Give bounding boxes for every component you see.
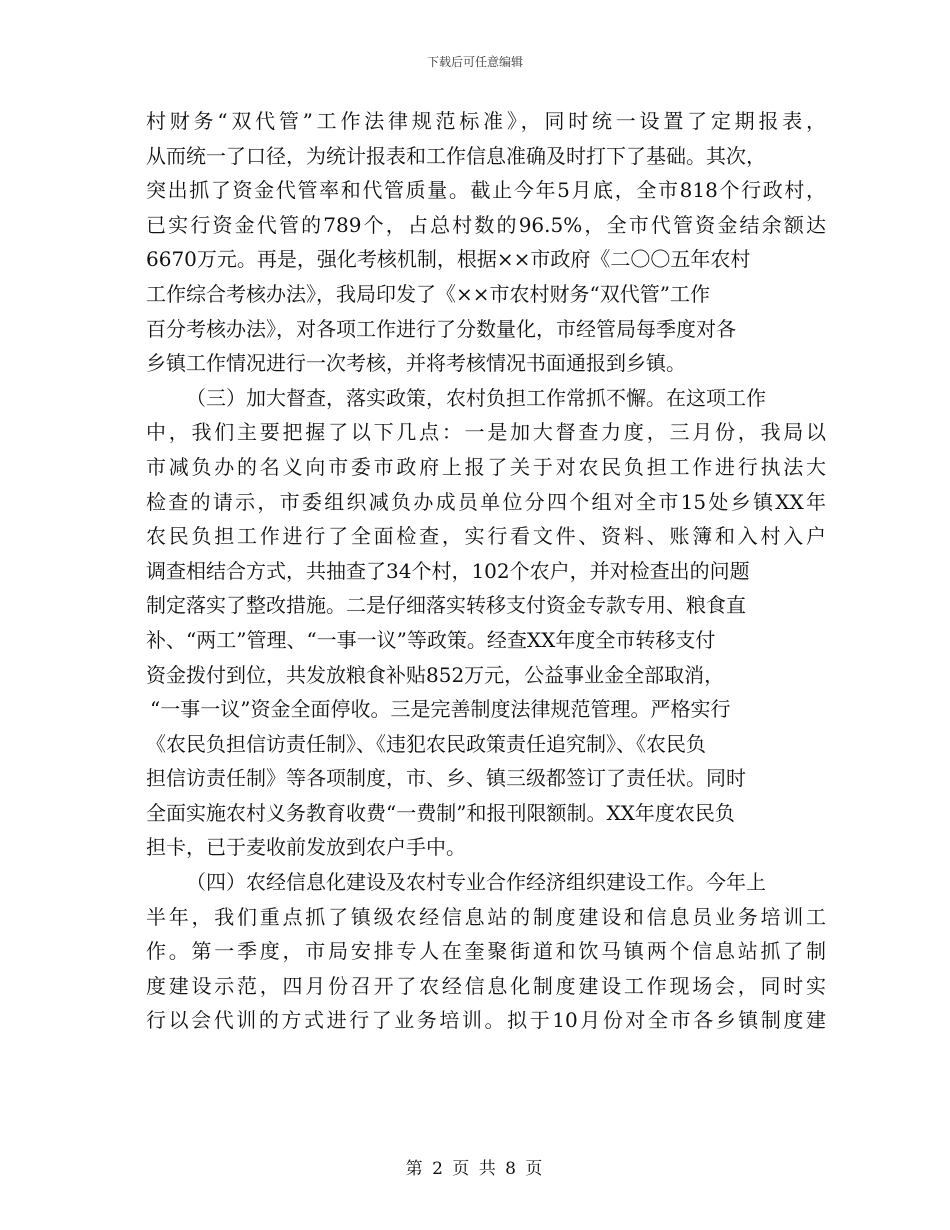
text-line: 度建设示范，四月份召开了农经信息化制度建设工作现场会，同时实 [146, 973, 826, 998]
text-line: 制定落实了整改措施。二是仔细落实转移支付资金专款专用、粮食直 [146, 593, 746, 618]
page-header-note: 下载后可任意编辑 [426, 55, 523, 69]
text-line: 担信访责任制》等各项制度，市、乡、镇三级都签订了责任状。同时 [146, 766, 746, 791]
text-line: 市减负办的名义向市委市政府上报了关于对农民负担工作进行执法大 [146, 454, 826, 479]
page-number-footer: 第 2 页 共 8 页 [405, 1159, 545, 1179]
text-line: 乡镇工作情况进行一次考核，并将考核情况书面通报到乡镇。 [146, 351, 686, 376]
text-line: 检查的请示，市委组织减负办成员单位分四个组对全市15处乡镇XX年 [146, 489, 826, 514]
paragraph-first-line: （三）加大督查，落实政策，农村负担工作常抓不懈。在这项工作 [186, 385, 766, 410]
text-line: 突出抓了资金代管率和代管质量。截止今年5月底，全市818个行政村， [146, 178, 826, 203]
text-line: 行以会代训的方式进行了业务培训。拟于10月份对全市各乡镇制度建 [146, 1008, 826, 1033]
text-line: 已实行资金代管的789个，占总村数的96.5%，全市代管资金结余额达 [146, 212, 826, 237]
text-line: 半年，我们重点抓了镇级农经信息站的制度建设和信息员业务培训工 [146, 904, 826, 929]
text-line: 工作综合考核办法》，我局印发了《××市农村财务“双代管”工作 [146, 281, 710, 306]
text-line: 作。第一季度，市局安排专人在奎聚街道和饮马镇两个信息站抓了制 [146, 939, 826, 964]
text-line: 全面实施农村义务教育收费“一费制”和报刊限额制。XX年度农民负 [146, 800, 735, 825]
text-line: 《农民负担信访责任制》、《违犯农民政策责任追究制》、《农民负 [146, 731, 706, 756]
text-line: 从而统一了口径，为统计报表和工作信息准确及时打下了基础。其次， [146, 143, 766, 168]
text-line: 6670万元。再是，强化考核机制，根据××市政府《二〇〇五年农村 [146, 247, 751, 272]
text-line: 百分考核办法》，对各项工作进行了分数量化，市经管局每季度对各 [146, 316, 736, 341]
paragraph-first-line: （四）农经信息化建设及农村专业合作经济组织建设工作。今年上 [186, 870, 766, 895]
text-line: 补、“两工”管理、“一事一议”等政策。经查XX年度全市转移支付 [146, 627, 716, 652]
text-line: 资金拨付到位，共发放粮食补贴852万元，公益事业金全部取消， [146, 662, 725, 687]
document-body [146, 104, 826, 1038]
text-line: 村财务“双代管”工作法律规范标准》，同时统一设置了定期报表， [146, 109, 826, 133]
text-line: 农民负担工作进行了全面检查，实行看文件、资料、账簿和入村入户 [146, 524, 826, 549]
text-line: “一事一议”资金全面停收。三是完善制度法律规范管理。严格实行 [150, 697, 731, 722]
text-line: 调查相结合方式，共抽查了34个村，102个农户，并对检查出的问题 [146, 558, 750, 583]
text-line: 担卡，已于麦收前发放到农户手中。 [146, 835, 466, 860]
text-line: 中，我们主要把握了以下几点：一是加大督查力度，三月份，我局以 [146, 420, 826, 445]
